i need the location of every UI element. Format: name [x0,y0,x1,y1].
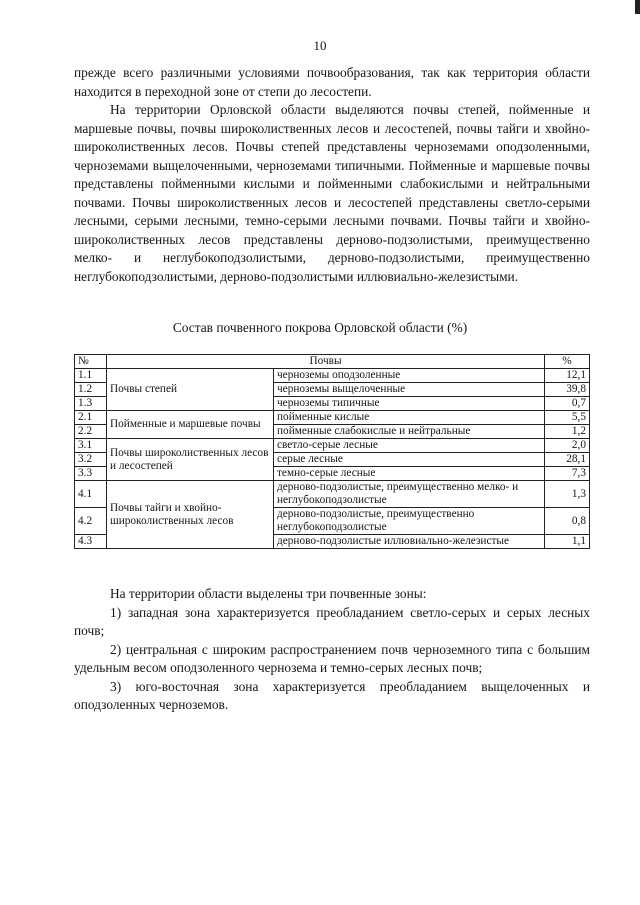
group-cell: Почвы широколиственных лесов и лесостепей [107,439,274,481]
soil-percent: 0,7 [545,397,590,411]
zones-intro: На территории области выделены три почвенные зоны: [110,586,427,601]
soil-percent: 28,1 [545,453,590,467]
soil-percent: 1,3 [545,481,590,508]
intro-paragraph-1: прежде всего различными условиями почвообразования, так как территория области находится в переходной зоне от степи до лесостепи. [74,65,590,99]
soil-percent: 0,8 [545,508,590,535]
zone-item-2: 2) центральная с широким распространением почв черноземного типа с большим удельным весом оподзоленного чернозема и темно-серых лесных почв; [74,641,590,675]
soil-name: черноземы оподзоленные [274,369,545,383]
row-number: 2.1 [75,411,107,425]
zone-item-1: 1) западная зона характеризуется преобладанием светло-серых и серых лесных почв; [74,604,590,638]
row-number: 3.3 [75,467,107,481]
soil-name: серые лесные [274,453,545,467]
row-number: 4.1 [75,481,107,508]
soil-percent: 1,1 [545,535,590,549]
soil-name: светло-серые лесные [274,439,545,453]
table-header-row [75,355,590,369]
soil-name: пойменные слабокислые и нейтральные [274,425,545,439]
soil-percent: 7,3 [545,467,590,481]
soil-name: темно-серые лесные [274,467,545,481]
soil-name: дерново-подзолистые иллювиально-железистые [274,535,545,549]
table-caption: Состав почвенного покрова Орловской области (%) [172,320,468,335]
intro-text [74,64,590,286]
row-number: 4.2 [75,508,107,535]
soil-percent: 2,0 [545,439,590,453]
group-cell: Почвы степей [107,369,274,411]
group-cell: Пойменные и маршевые почвы [107,411,274,439]
row-number: 1.1 [75,369,107,383]
zone-item-3: 3) юго-восточная зона характеризуется преобладанием выщелоченных и оподзоленных черноземов. [74,678,590,712]
table-row [75,439,590,453]
row-number: 3.2 [75,453,107,467]
table-row [75,369,590,383]
table-row [75,411,590,425]
soil-percent: 39,8 [545,383,590,397]
zones-text [74,585,590,715]
table-row [75,481,590,508]
header-soils: Почвы [107,355,545,369]
row-number: 4.3 [75,535,107,549]
row-number: 3.1 [75,439,107,453]
soil-composition-table [74,354,590,549]
soil-name: дерново-подзолистые, преимущественно мелко- и неглубокоподзолистые [274,481,545,508]
soil-name: пойменные кислые [274,411,545,425]
soil-name: черноземы выщелоченные [274,383,545,397]
intro-paragraph-2: На территории Орловской области выделяются почвы степей, пойменные и маршевые почвы, почвы широколиственных лесов и лесостепей, почвы тайги и хвойно-широколиственных лесов. Почвы степей представлены черноземами оподзоленными, черноземами выщелоченными, черноземами типичными. Пойменные и маршевые почвы представлены пойменными кислыми и пойменными слабокислыми и нейтральными почвами. Почвы широколиственных лесов и лесостепей представлены светло-серыми лесными, серыми лесными, темно-серыми лесными почвами. Почвы тайги и хвойно-широколиственных лесов представлены дерново-подзолистыми, преимущественно мелко- и неглубокоподзолистыми, дерново-подзолистыми, преимущественно неглубокоподзолистыми, дерново-подзолистыми иллювиально-железистыми. [74,102,590,284]
header-percent: % [545,355,590,369]
row-number: 2.2 [75,425,107,439]
row-number: 1.2 [75,383,107,397]
soil-percent: 1,2 [545,425,590,439]
soil-percent: 12,1 [545,369,590,383]
page-number: 10 [313,38,327,53]
header-number: № [75,355,107,369]
soil-percent: 5,5 [545,411,590,425]
row-number: 1.3 [75,397,107,411]
scan-corner-mark [635,0,640,14]
group-cell: Почвы тайги и хвойно-широколиственных лесов [107,481,274,549]
soil-name: черноземы типичные [274,397,545,411]
soil-name: дерново-подзолистые, преимущественно неглубокоподзолистые [274,508,545,535]
